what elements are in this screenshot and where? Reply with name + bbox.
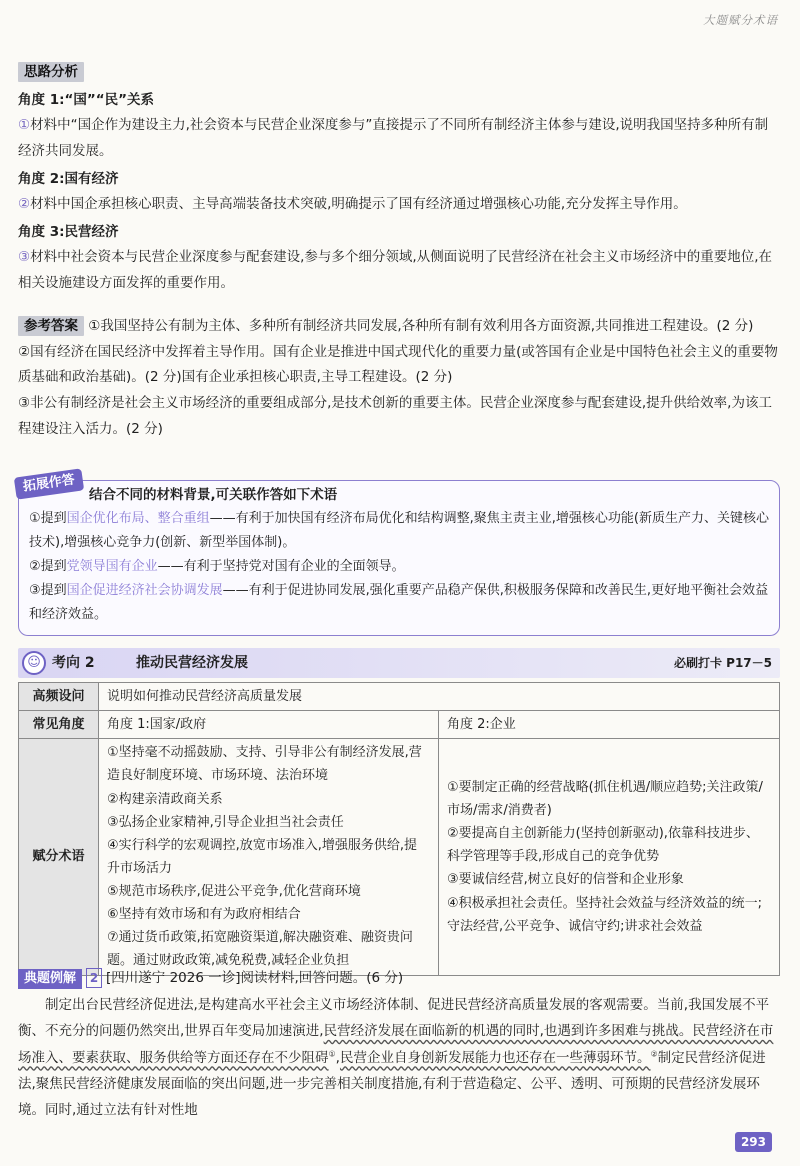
answer-p1: ①我国坚持公有制为主体、多种所有制经济共同发展,各种所有制有效利用各方面资源,共同推进工程建设。(2 分) xyxy=(88,318,754,334)
example-underline-2: 民营企业自身创新发展能力也还存在一些薄弱环节。 xyxy=(339,1049,651,1066)
table-row xyxy=(19,739,780,975)
list-item: ④积极承担社会责任。坚持社会效益与经济效益的统一;守法经营,公平竞争、诚信守约;讲求社会效益 xyxy=(447,895,763,934)
extend-item-3-post: ——有利于促进协同发展,强化重要产品稳产保供,积极服务保障和改善民生,更好地平衡社会效益和经济效益。 xyxy=(29,583,769,623)
example-text-2: , xyxy=(335,1049,340,1066)
angle1-text xyxy=(18,113,780,164)
angle2-text xyxy=(18,192,780,218)
extend-item-2-post: ——有利于坚持党对国有企业的全面领导。 xyxy=(157,559,405,575)
extend-item-2 xyxy=(29,555,769,579)
extend-item-3-pre: ③提到 xyxy=(29,583,67,599)
example-text-1: 制定出台民营经济促进法,是构建高水平社会主义市场经济体制、促进民营经济高质量发展的客观需要。当前,我国发展不平衡、不充分的问题仍然突出,世界百年变局加速演进, xyxy=(18,997,770,1040)
list-item: ②要提高自主创新能力(坚持创新驱动),依靠科技进步、科学管理等手段,形成自己的竞争优势 xyxy=(447,826,759,865)
extend-box xyxy=(18,472,780,636)
angle2-title: 角度 2:国有经济 xyxy=(18,170,119,187)
row3-head: 赋分术语 xyxy=(19,739,99,975)
list-item: ④实行科学的宏观调控,放宽市场准入,增强服务供给,提升市场活力 xyxy=(107,837,418,876)
answer-section xyxy=(18,314,780,442)
row1-text: 说明如何推动民营经济高质量发展 xyxy=(99,683,780,711)
list-item: ①坚持毫不动摇鼓励、支持、引导非公有制经济发展,营造良好制度环境、市场环境、法治环境 xyxy=(107,745,422,784)
angle1-body: 材料中“国企作为建设主力,社会资本与民营企业深度参与”直接提示了不同所有制经济主体参与建设,说明我国坚持多种所有制经济共同发展。 xyxy=(18,117,769,159)
smiley-icon: ☺ xyxy=(22,651,46,675)
row2-col2: 角度 2:企业 xyxy=(439,711,780,739)
example-source: [四川遂宁 2026 一诊]阅读材料,回答问题。(6 分) xyxy=(106,970,404,986)
extend-item-2-pre: ②提到 xyxy=(29,559,67,575)
example-mark-2: ② xyxy=(650,1049,658,1059)
example-num: 2 xyxy=(86,968,102,988)
angle1-title: 角度 1:“国”“民”关系 xyxy=(18,91,154,108)
extend-item-3 xyxy=(29,579,769,627)
analysis-section xyxy=(18,60,780,297)
example-text-3: 制定民营经济促进法,聚焦民营经济健康发展面临的突出问题,进一步完善相关制度措施,有利于营造稳定、公平、透明、可预期的民营经济发展环境。同时,通过立法有针对性地 xyxy=(18,1049,766,1119)
angle2-num: ② xyxy=(18,196,31,213)
angle1-num: ① xyxy=(18,117,31,134)
row3-col1 xyxy=(99,739,439,975)
example-header xyxy=(18,966,780,992)
list-item: ③要诚信经营,树立良好的信誉和企业形象 xyxy=(447,872,684,888)
section-title: 推动民营经济发展 xyxy=(136,655,248,671)
extend-item-1-post: ——有利于加快国有经济布局优化和结构调整,聚焦主责主业,增强核心功能(新质生产力、关键核心技术),增强核心竞争力(创新、新型举国体制)。 xyxy=(29,511,770,551)
answer-p3: ③非公有制经济是社会主义市场经济的重要组成部分,是技术创新的重要主体。民营企业深度参与配套建设,提升供给效率,为该工程建设注入活力。(2 分) xyxy=(18,394,772,437)
example-body xyxy=(18,992,780,1124)
answer-p2: ②国有经济在国民经济中发挥着主导作用。国有企业是推进中国式现代化的重要力量(或答国有企业是中国特色社会主义的重要物质基础和政治基础)。(2 分)国有企业承担核心职责,主导工程建设。(2 分) xyxy=(18,343,778,386)
running-head: 大题赋分术语 xyxy=(703,13,778,27)
list-item: ③弘扬企业家精神,引导企业担当社会责任 xyxy=(107,814,344,830)
extend-item-1-pre: ①提到 xyxy=(29,511,67,526)
analysis-tag: 思路分析 xyxy=(18,62,84,82)
extend-item-1-highlight: 国企优化布局、整合重组 xyxy=(66,511,210,526)
extend-badge: 拓展作答 xyxy=(14,468,84,499)
example-mark-1: ① xyxy=(328,1049,336,1059)
table-row xyxy=(19,711,780,739)
answer-tag: 参考答案 xyxy=(18,316,84,336)
list-item: ②构建亲清政商关系 xyxy=(107,791,223,807)
list-item: ⑤规范市场秩序,促进公平竞争,优化营商环境 xyxy=(107,884,361,899)
angle3-body: 材料中社会资本与民营企业深度参与配套建设,参与多个细分领域,从侧面说明了民营经济在社会主义市场经济中的重要地位,在相关设施建设方面发挥的重要作用。 xyxy=(18,249,772,292)
row2-head: 常见角度 xyxy=(19,711,99,739)
row2-col1: 角度 1:国家/政府 xyxy=(99,711,439,739)
row3-col2 xyxy=(439,739,780,975)
list-item: ⑦通过货币政策,拓宽融资渠道,解决融资难、融资贵问题。通过财政政策,减免税费,减轻企业负担 xyxy=(107,930,413,969)
section-ref: 必刷打卡 P17－5 xyxy=(673,656,772,670)
table-row xyxy=(19,683,780,711)
extend-title: 结合不同的材料背景,可关联作答如下术语 xyxy=(89,487,338,503)
list-item: ①要制定正确的经营战略(抓住机遇/顺应趋势;关注政策/市场/需求/消费者) xyxy=(447,779,763,819)
angle2-body: 材料中国企承担核心职责、主导高端装备技术突破,明确提示了国有经济通过增强核心功能,充分发挥主导作用。 xyxy=(30,196,687,213)
angle3-text xyxy=(18,245,780,296)
extend-item-2-highlight: 党领导国有企业 xyxy=(66,559,158,575)
angle3-num: ③ xyxy=(18,249,31,266)
section-bar xyxy=(18,648,780,678)
extend-item-3-highlight: 国企促进经济社会协调发展 xyxy=(66,583,223,599)
extend-body xyxy=(29,507,769,627)
example-tag: 典题例解 xyxy=(18,969,82,989)
row1-head: 高频设问 xyxy=(19,683,99,711)
page-number: 293 xyxy=(735,1132,772,1152)
example-underline-1: 民营经济发展在面临新的机遇的同时,也遇到许多困难与挑战。民营经济在市场准入、要素获取、服务供给等方面还存在不少阻碍 xyxy=(18,1023,774,1066)
terms-table xyxy=(18,682,780,976)
list-item: ⑥坚持有效市场和有为政府相结合 xyxy=(107,907,301,923)
angle3-title: 角度 3:民营经济 xyxy=(18,223,119,240)
extend-item-1 xyxy=(29,507,769,555)
section-label: 考向 2 xyxy=(52,655,95,671)
